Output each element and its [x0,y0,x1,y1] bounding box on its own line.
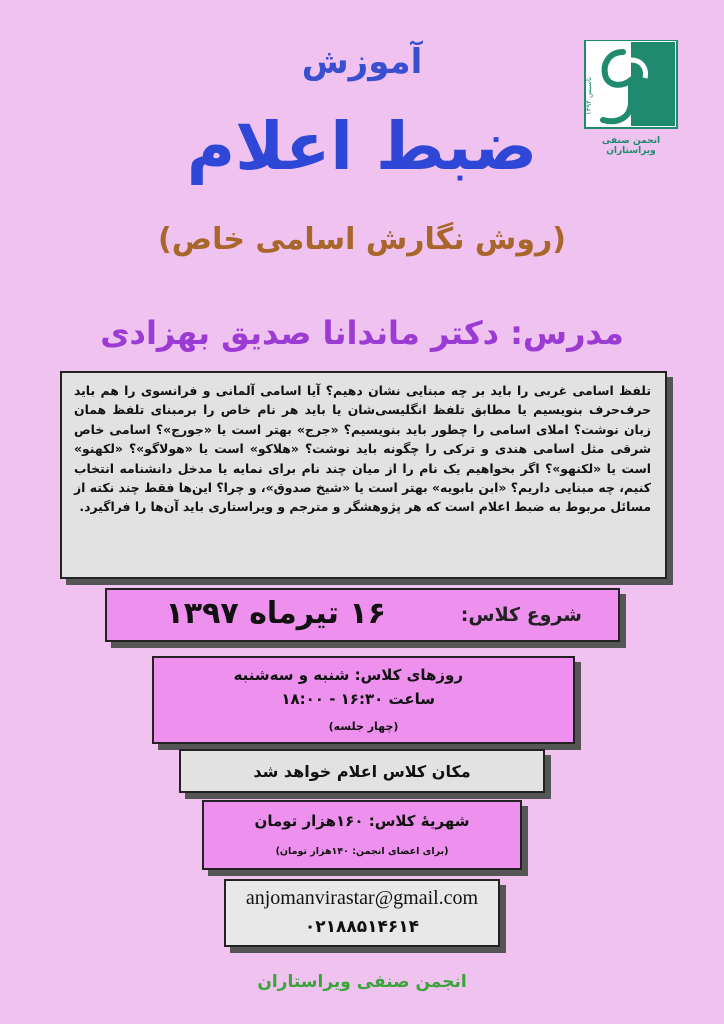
fee-box [202,800,522,870]
class-days: روزهای کلاس: شنبه و سه‌شنبه [233,666,463,684]
instructor-name: مدرس: دکتر ماندانا صدیق بهزادی [100,314,624,352]
description-text: تلفظ اسامی غربی را باید بر چه مبنایی نشان دهیم؟ آیا اسامی آلمانی و فرانسوی را هم باید حرف‌حرف بنویسیم یا مطابق تلفظ انگلیسی‌شان یا باید هر نام خاص را برمبنای تلفظ همان زبان نوشت؟ املای اسامی را چطور باید بنویسیم؟ «جرج» بهتر است یا «جورج»؟ اسامی خاص شرقی مثل اسامی هندی و ترکی را چگونه باید نوشت؟ «هلاکو» است یا «هولاگو»؟ «لکهنو» است یا «لکنهو»؟ اگر بخواهیم یک نام را از میان چند نام برای نمایه یا مدخل دانشنامه انتخاب کنیم، چه مبنایی داریم؟ «ابن بابویه» بهتر است یا «شیخ صدوق»، و چرا؟ این‌ها فقط چند نکته از مسائل مربوط به ضبط اعلام است که هر پژوهشگر و مترجم و ویراستاری باید آن‌ها را فراگیرد. [74,383,651,515]
contact-box [224,879,500,947]
description-box [60,371,667,579]
logo-caption: انجمن صنفی ویراستاران [601,136,661,156]
start-date-box [105,588,620,642]
place-box [179,749,545,793]
phone-number[interactable]: ۰۲۱۸۸۵۱۴۶۱۴ [304,917,420,937]
start-date: ۱۶ تیرماه ۱۳۹۷ [165,596,386,631]
session-count: (چهار جلسه) [328,720,399,733]
fee-member-note: (برای اعضای انجمن: ۱۴۰هزار تومان) [275,846,449,857]
place-text: مکان کلاس اعلام خواهد شد [253,762,471,781]
schedule-box [152,656,575,744]
class-time: ساعت ۱۶:۳۰ - ۱۸:۰۰ [281,690,435,708]
title-small: آموزش [301,42,423,82]
page-title: ضبط اعلام [186,108,538,185]
start-label: شروع کلاس: [460,604,582,626]
footer-organization: انجمن صنفی ویراستاران [257,972,467,992]
logo-year: تأسیس ۱۳۹۴ [585,76,593,116]
fee-text: شهریهٔ کلاس: ۱۶۰هزار تومان [254,812,470,830]
subtitle: (روش نگارش اسامی خاص) [158,222,566,257]
email-address[interactable]: anjomanvirastar@gmail.com [245,887,479,909]
